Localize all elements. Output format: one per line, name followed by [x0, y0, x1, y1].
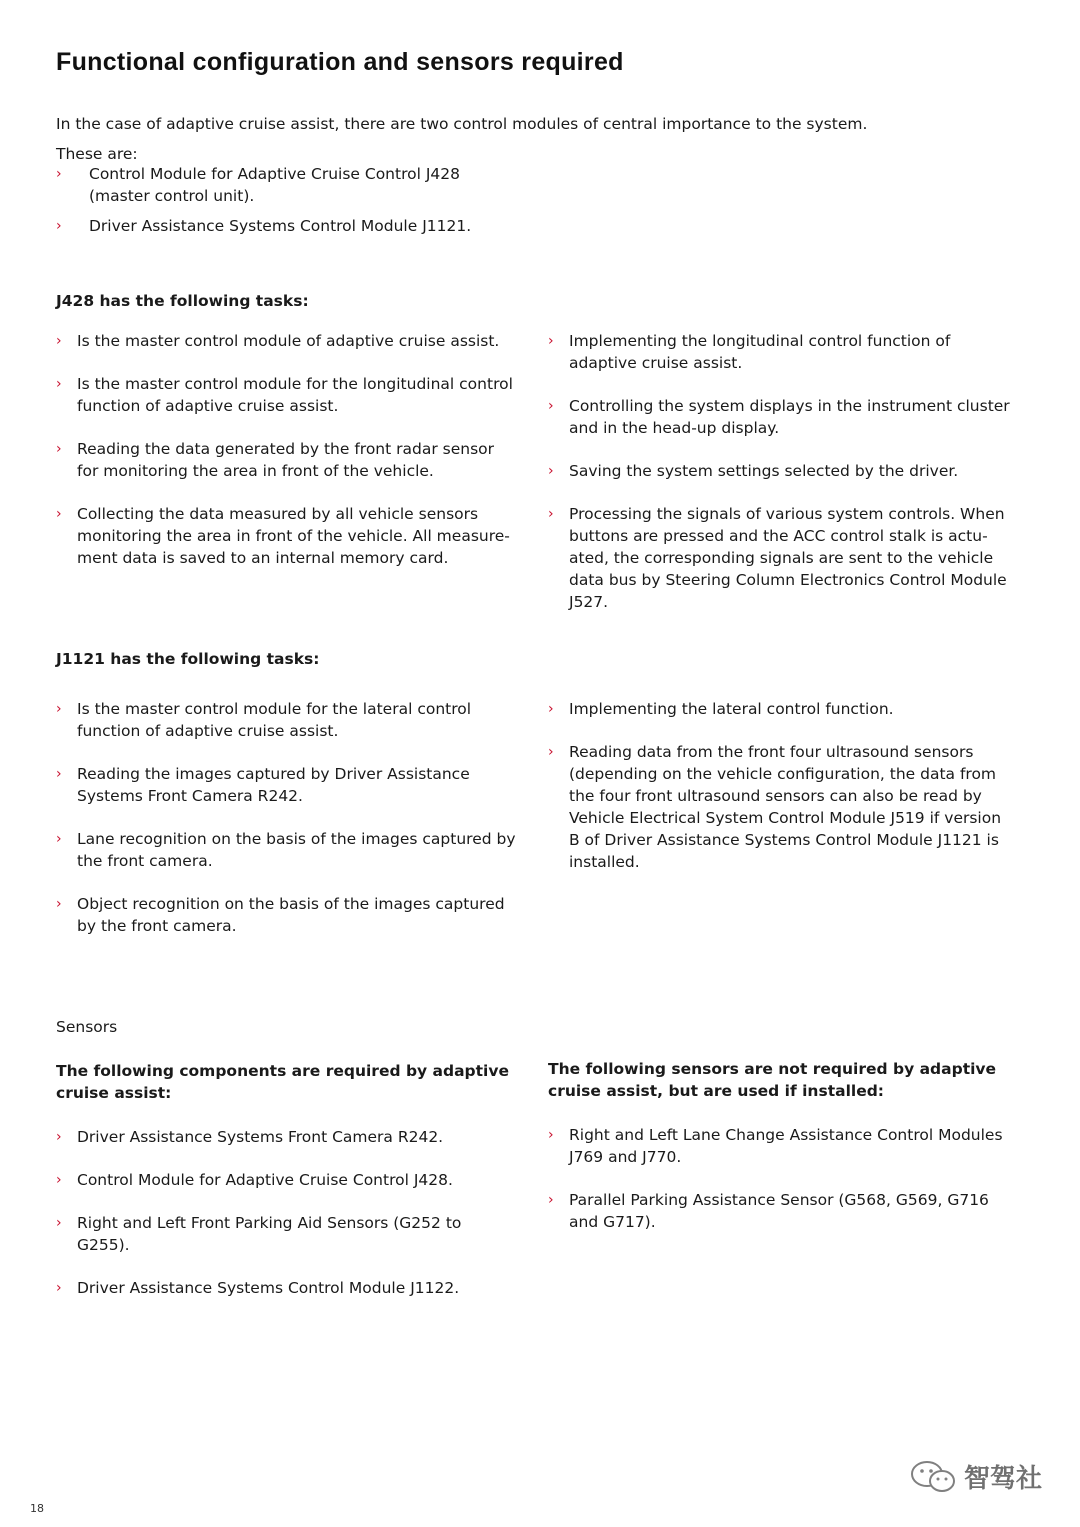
list-item: › Implementing the longitudinal control function of adaptive cruise assist. [548, 332, 951, 372]
list-item: › Control Module for Adaptive Cruise Control J428 (master control unit). [56, 165, 460, 205]
list-item: › Object recognition on the basis of the images captured by the front camera. [56, 895, 505, 935]
watermark [910, 1458, 1042, 1495]
chevron-right-icon: › [56, 506, 62, 522]
list-item: › Control Module for Adaptive Cruise Control J428. [56, 1171, 453, 1189]
j428-heading: J428 has the following tasks: [56, 292, 309, 310]
list-item: › Is the master control module of adaptive cruise assist. [56, 332, 500, 350]
list-item: › Processing the signals of various system controls. When buttons are pressed and the ACC control stalk is actu-ated, the corresponding signals are sent to the vehicle data bus by Steering Column Electronics Control Module J527. [548, 505, 1007, 611]
list-item: › Driver Assistance Systems Control Module J1122. [56, 1279, 460, 1297]
list-item: › Reading data from the front four ultrasound sensors (depending on the vehicle configuration, the data from the four front ultrasound sensors can also be read by Vehicle Electrical System Control Module J519 if version B of Driver Assistance Systems Control Module J1121 is installed. [548, 743, 1002, 871]
chevron-right-icon: › [548, 463, 554, 479]
list-item: › Controlling the system displays in the instrument cluster and in the head-up display. [548, 397, 1010, 437]
chevron-right-icon: › [56, 1280, 62, 1296]
list-item: › Reading the data generated by the front radar sensor for monitoring the area in front of the vehicle. [56, 440, 495, 480]
chevron-right-icon: › [56, 831, 62, 847]
list-item: › Right and Left Lane Change Assistance Control Modules J769 and J770. [548, 1126, 1003, 1166]
intro-list [56, 163, 476, 245]
list-item: › Right and Left Front Parking Aid Sensors (G252 to G255). [56, 1214, 462, 1254]
list-item: › Driver Assistance Systems Front Camera R242. [56, 1128, 444, 1146]
chevron-right-icon: › [548, 398, 554, 414]
list-item: › Collecting the data measured by all vehicle sensors monitoring the area in front of the vehicle. All measure-ment data is saved to an internal memory card. [56, 505, 510, 567]
chevron-right-icon: › [56, 218, 62, 234]
page-title: Functional configuration and sensors required [56, 48, 624, 76]
wechat-icon [910, 1460, 958, 1494]
list-item: › Implementing the lateral control function. [548, 700, 894, 718]
watermark-text: 智驾社 [964, 1464, 1043, 1494]
j1121-left-list [56, 698, 518, 958]
list-item: › Parallel Parking Assistance Sensor (G568, G569, G716 and G717). [548, 1191, 989, 1231]
list-item: › Reading the images captured by Driver Assistance Systems Front Camera R242. [56, 765, 470, 805]
chevron-right-icon: › [56, 896, 62, 912]
sensors-optional-heading: The following sensors are not required by adaptive cruise assist, but are used if installed: [548, 1060, 997, 1100]
chevron-right-icon: › [548, 333, 554, 349]
j1121-right-list [548, 698, 1010, 894]
chevron-right-icon: › [56, 333, 62, 349]
intro-these-are: These are: [56, 145, 138, 163]
chevron-right-icon: › [56, 1215, 62, 1231]
list-item: › Lane recognition on the basis of the images captured by the front camera. [56, 830, 516, 870]
sensors-required-list [56, 1126, 518, 1320]
list-item: › Driver Assistance Systems Control Module J1121. [56, 217, 472, 235]
chevron-right-icon: › [56, 441, 62, 457]
chevron-right-icon: › [548, 506, 554, 522]
list-item: › Is the master control module for the lateral control function of adaptive cruise assist. [56, 700, 472, 740]
j428-right-list [548, 330, 1010, 634]
j428-left-list [56, 330, 518, 590]
intro-sentence: In the case of adaptive cruise assist, there are two control modules of central importance to the system. [56, 115, 868, 133]
chevron-right-icon: › [548, 1127, 554, 1143]
chevron-right-icon: › [56, 166, 62, 182]
chevron-right-icon: › [548, 701, 554, 717]
page-number: 18 [30, 1502, 44, 1515]
chevron-right-icon: › [56, 376, 62, 392]
chevron-right-icon: › [548, 1192, 554, 1208]
chevron-right-icon: › [548, 744, 554, 760]
j1121-heading: J1121 has the following tasks: [56, 650, 320, 668]
sensors-heading: Sensors [56, 1018, 118, 1036]
sensors-required-heading: The following components are required by adaptive cruise assist: [56, 1062, 509, 1102]
sensors-optional-list [548, 1124, 1010, 1254]
chevron-right-icon: › [56, 766, 62, 782]
chevron-right-icon: › [56, 701, 62, 717]
chevron-right-icon: › [56, 1129, 62, 1145]
list-item: › Is the master control module for the longitudinal control function of adaptive cruise assist. [56, 375, 513, 415]
chevron-right-icon: › [56, 1172, 62, 1188]
list-item: › Saving the system settings selected by the driver. [548, 462, 959, 480]
